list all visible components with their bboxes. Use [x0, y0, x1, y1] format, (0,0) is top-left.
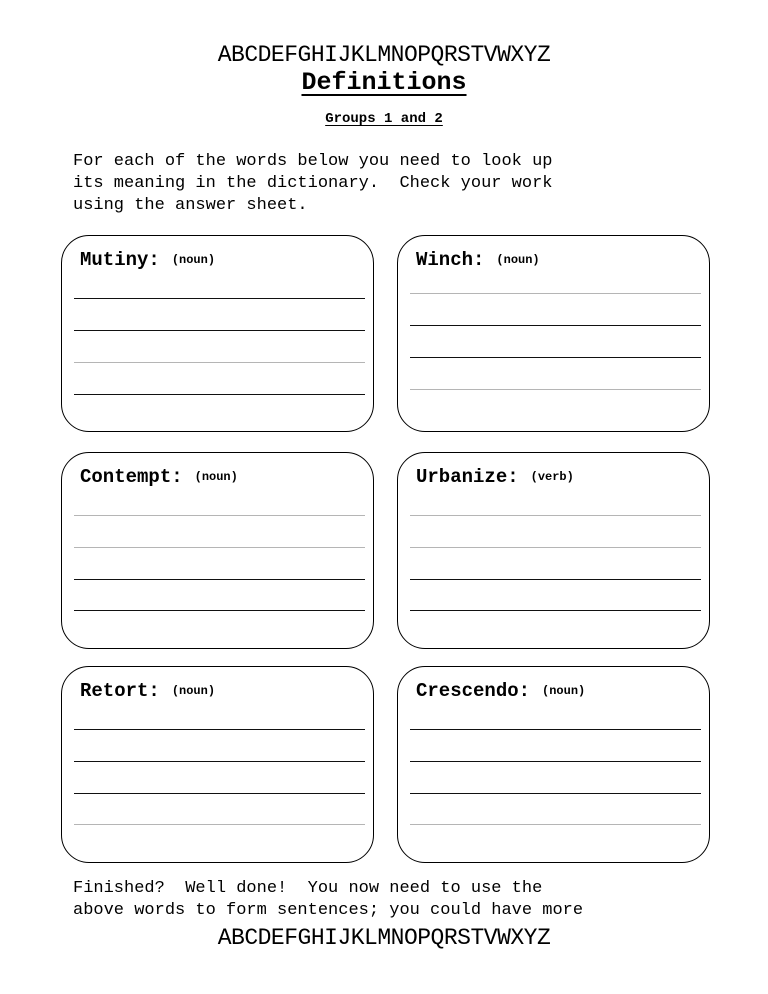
- definition-word: Retort:: [80, 680, 160, 702]
- writing-line[interactable]: [74, 610, 365, 611]
- writing-line[interactable]: [74, 761, 365, 762]
- page-subtitle: [0, 111, 768, 127]
- writing-line[interactable]: [410, 357, 701, 358]
- definition-heading: [80, 466, 238, 488]
- definition-word: Urbanize:: [416, 466, 519, 488]
- writing-line[interactable]: [410, 793, 701, 794]
- alphabet-header: ABCDEFGHIJKLMNOPQRSTVWXYZ: [217, 42, 551, 68]
- page-title: [0, 68, 768, 97]
- writing-line[interactable]: [74, 394, 365, 395]
- writing-line[interactable]: [74, 330, 365, 331]
- writing-line[interactable]: [410, 293, 701, 294]
- page-subtitle-text: Groups 1 and 2: [325, 111, 443, 127]
- definition-heading: [416, 466, 574, 488]
- page-title-text: Definitions: [301, 68, 467, 97]
- writing-line[interactable]: [74, 515, 365, 516]
- instructions-paragraph: For each of the words below you need to look up its meaning in the dictionary. Check your work using the answer sheet.: [73, 152, 553, 215]
- part-of-speech: (noun): [542, 684, 586, 698]
- definition-word: Crescendo:: [416, 680, 531, 702]
- writing-line[interactable]: [410, 389, 701, 390]
- writing-line[interactable]: [410, 547, 701, 548]
- writing-line[interactable]: [74, 579, 365, 580]
- definition-box-crescendo: [397, 666, 710, 863]
- definition-heading: [80, 680, 215, 702]
- definition-heading: [80, 249, 215, 271]
- writing-line[interactable]: [410, 824, 701, 825]
- definition-box-mutiny: [61, 235, 374, 432]
- alphabet-footer: ABCDEFGHIJKLMNOPQRSTVWXYZ: [217, 925, 551, 951]
- writing-line[interactable]: [74, 824, 365, 825]
- part-of-speech: (verb): [530, 470, 574, 484]
- writing-line[interactable]: [410, 515, 701, 516]
- writing-line[interactable]: [410, 761, 701, 762]
- writing-line[interactable]: [74, 362, 365, 363]
- definition-heading: [416, 249, 540, 271]
- writing-line[interactable]: [74, 298, 365, 299]
- writing-line[interactable]: [74, 793, 365, 794]
- closing-paragraph: Finished? Well done! You now need to use the above words to form sentences; you could have more: [73, 879, 584, 920]
- part-of-speech: (noun): [194, 470, 238, 484]
- part-of-speech: (noun): [171, 253, 216, 267]
- definition-box-winch: [397, 235, 710, 432]
- writing-line[interactable]: [74, 547, 365, 548]
- writing-line[interactable]: [410, 325, 701, 326]
- definition-box-contempt: [61, 452, 374, 649]
- definition-word: Mutiny:: [80, 249, 160, 271]
- part-of-speech: (noun): [171, 684, 216, 698]
- writing-line[interactable]: [74, 729, 365, 730]
- definition-box-urbanize: [397, 452, 710, 649]
- definition-heading: [416, 680, 585, 702]
- definition-word: Contempt:: [80, 466, 183, 488]
- writing-line[interactable]: [410, 610, 701, 611]
- definition-box-retort: [61, 666, 374, 863]
- writing-line[interactable]: [410, 729, 701, 730]
- part-of-speech: (noun): [496, 253, 540, 267]
- definition-word: Winch:: [416, 249, 485, 271]
- writing-line[interactable]: [410, 579, 701, 580]
